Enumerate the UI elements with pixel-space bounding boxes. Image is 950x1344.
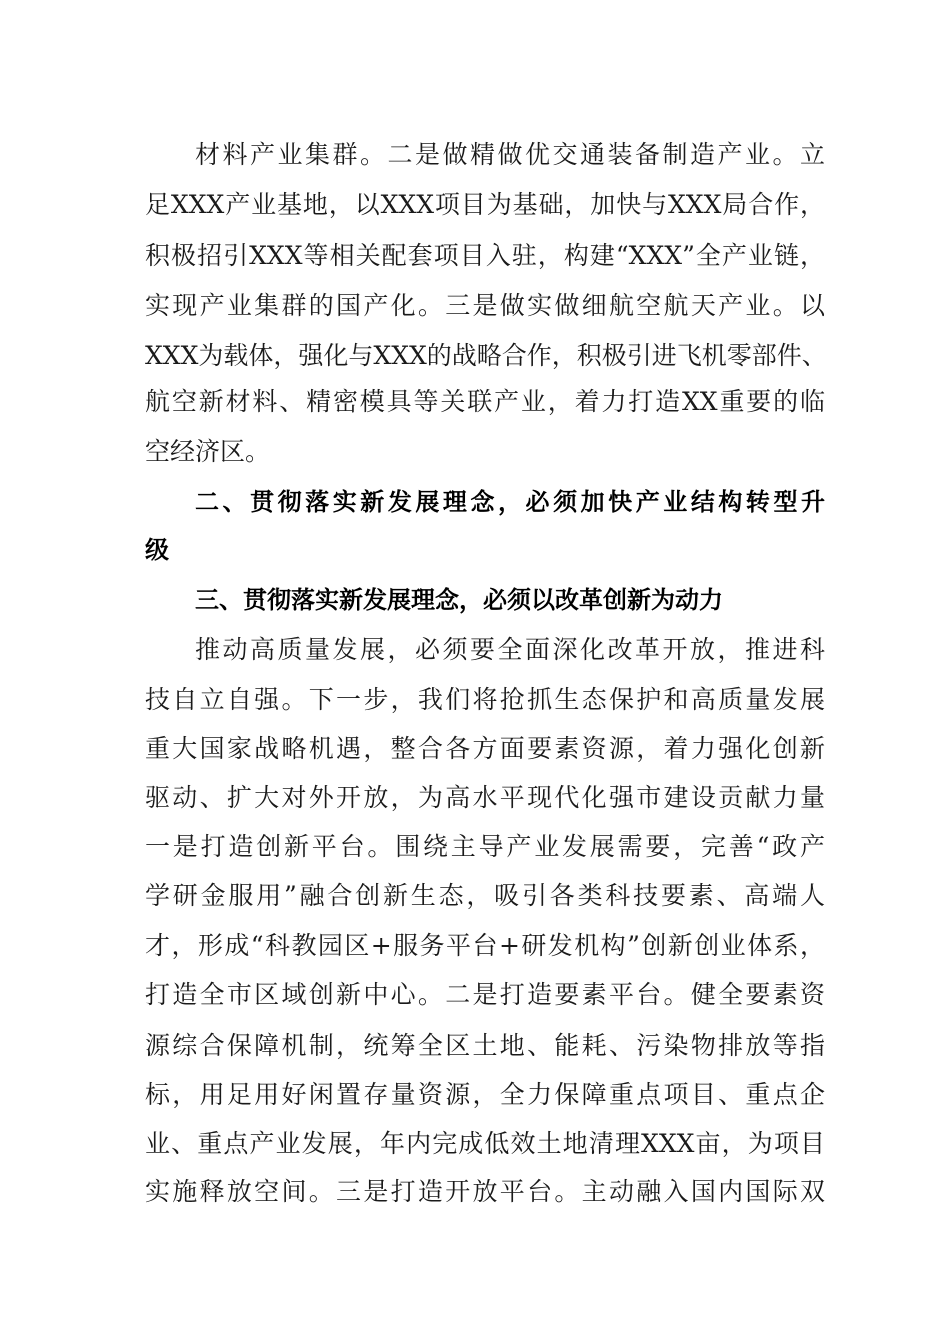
paragraph-1-line-7: 空经济区。 xyxy=(145,437,271,466)
section-heading-2-line-1: 二、贯彻落实新发展理念，必须加快产业结构转型升 xyxy=(195,488,825,516)
paragraph-1-line-1: 材料产业集群。二是做精做优交通装备制造产业。立 xyxy=(195,140,825,169)
paragraph-4-line-4: 驱动、扩大对外开放，为高水平现代化强市建设贡献力量 xyxy=(145,783,825,812)
paragraph-4-line-12: 实施释放空间。三是打造开放平台。主动融入国内国际双 xyxy=(145,1177,825,1206)
paragraph-4-line-3: 重大国家战略机遇，整合各方面要素资源，着力强化创新 xyxy=(145,734,825,763)
paragraph-4-line-10: 标，用足用好闲置存量资源，全力保障重点项目、重点企 xyxy=(145,1080,825,1109)
paragraph-4-line-7: 才，形成“科教园区+服务平台+研发机构”创新创业体系， xyxy=(145,931,825,960)
paragraph-4-line-5: 一是打造创新平台。围绕主导产业发展需要，完善“政产 xyxy=(145,832,825,861)
paragraph-1-line-5: XXX为载体，强化与XXX的战略合作，积极引进飞机零部件、 xyxy=(145,341,827,370)
section-heading-2-line-2: 级 xyxy=(145,536,169,564)
paragraph-4-line-11: 业、重点产业发展，年内完成低效土地清理XXX亩，为项目 xyxy=(145,1129,825,1158)
paragraph-4-line-1: 推动高质量发展，必须要全面深化改革开放，推进科 xyxy=(195,635,825,664)
section-heading-3: 三、贯彻落实新发展理念，必须以改革创新为动力 xyxy=(195,586,723,614)
paragraph-4-line-8: 打造全市区域创新中心。二是打造要素平台。健全要素资 xyxy=(145,980,825,1009)
paragraph-1-line-4: 实现产业集群的国产化。三是做实做细航空航天产业。以 xyxy=(145,291,825,320)
paragraph-1-line-3: 积极招引XXX等相关配套项目入驻，构建“XXX”全产业链， xyxy=(145,241,825,270)
paragraph-1-line-2: 足XXX产业基地，以XXX项目为基础，加快与XXX局合作， xyxy=(145,190,825,219)
paragraph-4-line-9: 源综合保障机制，统筹全区土地、能耗、污染物排放等指 xyxy=(145,1031,825,1060)
paragraph-1-line-6: 航空新材料、精密模具等关联产业，着力打造XX重要的临 xyxy=(145,387,825,416)
paragraph-4-line-6: 学研金服用”融合创新生态，吸引各类科技要素、高端人 xyxy=(145,881,825,910)
paragraph-4-line-2: 技自立自强。下一步，我们将抢抓生态保护和高质量发展 xyxy=(145,685,825,714)
